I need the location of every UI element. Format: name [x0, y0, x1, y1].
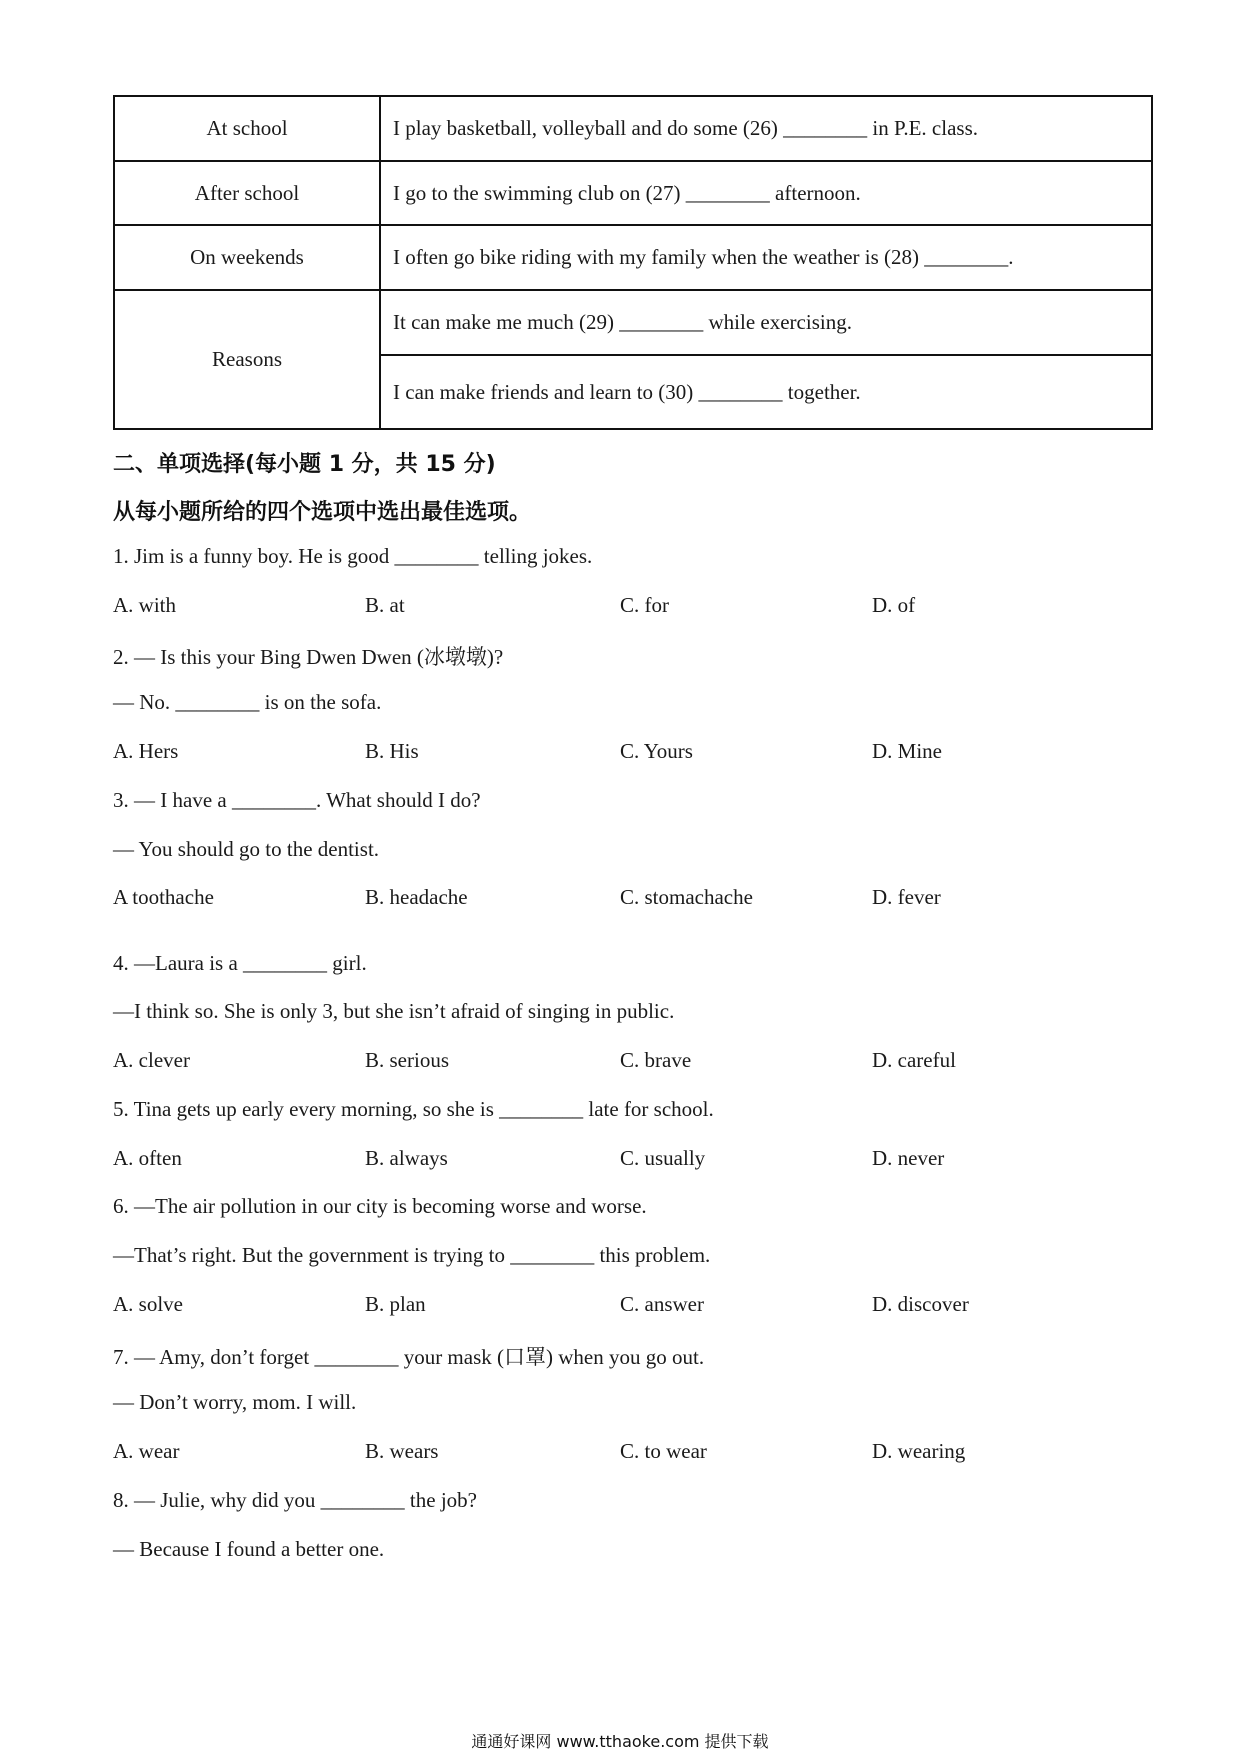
q1-option-b[interactable]: B. at [365, 593, 405, 617]
q6-option-b[interactable]: B. plan [365, 1292, 426, 1316]
q1-option-d[interactable]: D. of [872, 593, 916, 617]
row-text: I play basketball, volleyball and do some (26) ________ in P.E. class. [380, 96, 1152, 161]
q2-option-b[interactable]: B. His [365, 739, 419, 763]
q7-option-d[interactable]: D. wearing [872, 1439, 966, 1463]
q5-option-b[interactable]: B. always [365, 1146, 448, 1170]
question-6-stem: —That’s right. But the government is trying to ________ this problem. [113, 1243, 711, 1267]
question-6-stem: 6. —The air pollution in our city is becoming worse and worse. [113, 1194, 647, 1218]
question-8-stem: — Because I found a better one. [113, 1537, 385, 1561]
question-8-stem: 8. — Julie, why did you ________ the job? [113, 1488, 477, 1512]
q7-option-b[interactable]: B. wears [365, 1439, 439, 1463]
question-1-stem: 1. Jim is a funny boy. He is good ________ telling jokes. [113, 544, 593, 568]
question-4-stem: 4. —Laura is a ________ girl. [113, 951, 367, 975]
table-row [114, 96, 1152, 161]
q1-option-a[interactable]: A. with [113, 593, 176, 617]
row-label: On weekends [114, 225, 380, 290]
activity-table [113, 95, 1153, 430]
q4-option-c[interactable]: C. brave [620, 1048, 692, 1072]
question-5-stem: 5. Tina gets up early every morning, so she is ________ late for school. [113, 1097, 714, 1121]
q3-option-d[interactable]: D. fever [872, 885, 941, 909]
q2-option-d[interactable]: D. Mine [872, 739, 942, 763]
table-row [114, 225, 1152, 290]
question-7-stem: 7. — Amy, don’t forget ________ your mask (口罩) when you go out. [113, 1345, 705, 1369]
q6-option-c[interactable]: C. answer [620, 1292, 704, 1316]
page-footer: 通通好课网 www.tthaoke.com 提供下载 [471, 1732, 769, 1751]
q4-option-b[interactable]: B. serious [365, 1048, 449, 1072]
q4-option-d[interactable]: D. careful [872, 1048, 956, 1072]
q5-option-d[interactable]: D. never [872, 1146, 945, 1170]
row-label: At school [114, 96, 380, 161]
q2-option-c[interactable]: C. Yours [620, 739, 693, 763]
table-row [114, 290, 1152, 355]
row-text: I often go bike riding with my family when the weather is (28) ________. [380, 225, 1152, 290]
question-3-stem: — You should go to the dentist. [113, 837, 380, 861]
question-3-stem: 3. — I have a ________. What should I do? [113, 788, 481, 812]
q4-option-a[interactable]: A. clever [113, 1048, 190, 1072]
row-text: I go to the swimming club on (27) ________ afternoon. [380, 161, 1152, 225]
q7-option-c[interactable]: C. to wear [620, 1439, 707, 1463]
q5-option-a[interactable]: A. often [113, 1146, 182, 1170]
q5-option-c[interactable]: C. usually [620, 1146, 706, 1170]
q3-option-a[interactable]: A toothache [113, 885, 214, 909]
question-7-stem: — Don’t worry, mom. I will. [113, 1390, 357, 1414]
section-instruction: 从每小题所给的四个选项中选出最佳选项。 [113, 500, 532, 525]
q3-option-c[interactable]: C. stomachache [620, 885, 753, 909]
section-title: 二、单项选择(每小题 1 分，共 15 分) [113, 452, 496, 477]
q3-option-b[interactable]: B. headache [365, 885, 468, 909]
q1-option-c[interactable]: C. for [620, 593, 669, 617]
q2-option-a[interactable]: A. Hers [113, 739, 179, 763]
row-text: I can make friends and learn to (30) ________ together. [380, 355, 1152, 429]
q6-option-a[interactable]: A. solve [113, 1292, 183, 1316]
q6-option-d[interactable]: D. discover [872, 1292, 969, 1316]
row-label: After school [114, 161, 380, 225]
q7-option-a[interactable]: A. wear [113, 1439, 180, 1463]
question-2-stem: — No. ________ is on the sofa. [113, 690, 382, 714]
row-label: Reasons [114, 290, 380, 429]
table-row [114, 161, 1152, 225]
question-2-stem: 2. — Is this your Bing Dwen Dwen (冰墩墩)? [113, 645, 504, 669]
question-4-stem: —I think so. She is only 3, but she isn’t afraid of singing in public. [113, 999, 675, 1023]
row-text: It can make me much (29) ________ while exercising. [380, 290, 1152, 355]
